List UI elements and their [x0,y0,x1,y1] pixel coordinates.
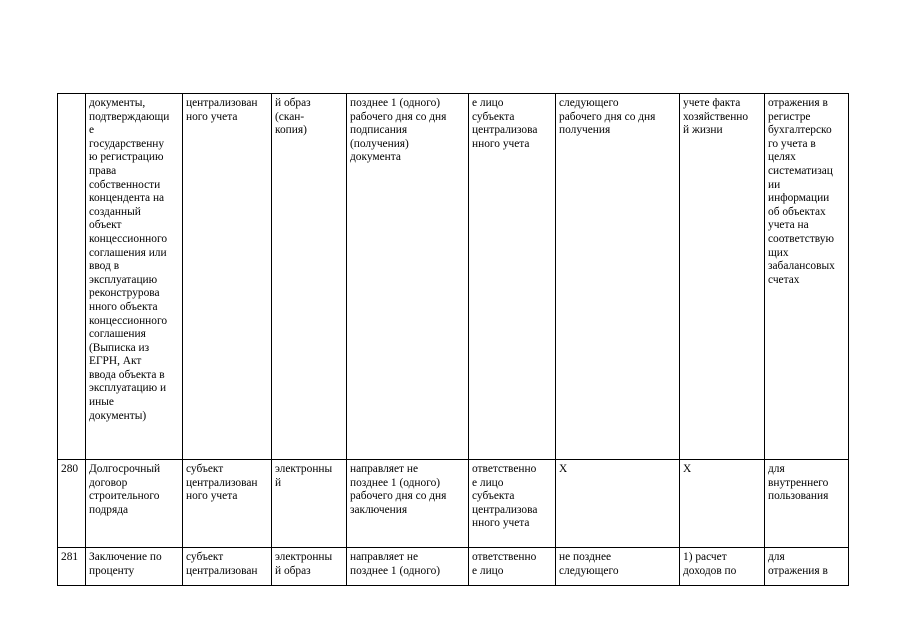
cell-text-line: подряда [89,503,129,516]
row-number-cell [58,548,86,586]
cell-text-line: ответственно [472,551,537,563]
cell-text-line: подписания [350,124,408,137]
cell-text-line: систематизац [768,164,833,177]
cell-text-line: концессионного [89,314,168,327]
cell-text-line: е [89,124,95,137]
cell-text-line: забалансовых [768,260,835,273]
cell-text-line: е лицо [472,476,504,489]
cell-text-line: бухгалтерско [768,124,832,137]
cell-text-line: централизова [472,124,538,137]
responsible-cell [183,94,272,460]
cell-text-line: целях [768,151,796,164]
cell-text-line: Долгосрочный [89,463,161,475]
cell-text-line: го учета в [768,137,816,150]
action-cell [680,460,765,548]
cell-text-line: учете факта [683,97,741,109]
cell-text-line: субъект [186,463,224,475]
cell-text-line: не позднее [559,551,612,563]
cell-text-line: субъекта [472,490,515,503]
deadline-cell [347,548,469,586]
cell-text-line: собственности [89,178,161,191]
cell-text-line: 280 [61,463,79,475]
cell-text-line: ии [768,178,781,191]
cell-text-line: рабочего дня со дня [350,110,447,123]
purpose-cell [765,94,849,460]
cell-text-line: й образ [275,97,311,109]
purpose-cell [765,460,849,548]
document-name-cell [86,548,183,586]
cell-text-line: права [89,164,117,177]
table-row [58,460,849,548]
cell-text-line: об объектах [768,205,826,218]
document-name-cell [86,94,183,460]
cell-text-line: (получения) [350,137,409,150]
processing-term-cell [556,94,680,460]
cell-text-line: й жизни [683,124,723,137]
row-number-cell [58,460,86,548]
cell-text-line: X [559,463,568,475]
processing-term-cell [556,548,680,586]
cell-text-line: соглашения [89,328,146,341]
cell-text-line: соглашения или [89,246,167,259]
cell-text-line: ввод в [89,260,120,273]
cell-text-line: е лицо [472,564,504,577]
cell-text-line: 281 [61,551,79,563]
cell-text-line: учета на [768,219,809,232]
processing-term-cell [556,460,680,548]
cell-text-line: нного учета [472,517,530,530]
cell-text-line: объект [89,219,122,232]
recipient-cell [469,94,556,460]
cell-text-line: пользования [768,490,829,503]
cell-text-line: Заключение по [89,551,162,563]
cell-text-line: соответствую [768,232,834,245]
cell-text-line: е лицо [472,97,504,109]
format-cell [272,94,347,460]
cell-text-line: й образ [275,564,311,577]
cell-text-line: ного учета [186,490,238,503]
cell-text-line: подтверждающи [89,110,170,123]
cell-text-line: получения [559,124,611,137]
cell-text-line: иные [89,396,114,409]
cell-text-line: реконструрова [89,287,160,300]
cell-text-line: щих [768,246,789,259]
cell-text-line: позднее 1 (одного) [350,97,441,109]
cell-text-line: й [275,476,282,489]
cell-text-line: централизован [186,564,258,577]
cell-text-line: (скан- [275,110,305,123]
cell-text-line: субъект [186,551,224,563]
cell-text-line: нного объекта [89,300,158,313]
cell-text-line: эксплуатацию [89,273,158,286]
cell-text-line: концендента на [89,192,165,205]
cell-text-line: ответственно [472,463,537,475]
cell-text-line: строительного [89,490,160,503]
format-cell [272,548,347,586]
cell-text-line: X [683,463,692,475]
cell-text-line: электронны [275,463,333,475]
action-cell [680,94,765,460]
row-number-cell [58,94,86,460]
cell-text-line: внутреннего [768,476,829,489]
cell-text-line: концессионного [89,232,168,245]
cell-text-line: ю регистрацию [89,151,164,164]
cell-text-line: информации [768,192,830,205]
cell-text-line: регистре [768,110,811,123]
deadline-cell [347,460,469,548]
cell-text-line: копия) [275,124,307,137]
cell-text-line: 1) расчет [683,551,727,563]
recipient-cell [469,460,556,548]
purpose-cell [765,548,849,586]
cell-text-line: рабочего дня со дня [559,110,656,123]
format-cell [272,460,347,548]
cell-text-line: документы) [89,409,147,422]
table-row [58,548,849,586]
cell-text-line: документы, [89,97,146,109]
recipient-cell [469,548,556,586]
cell-text-line: хозяйственно [683,110,749,123]
document-table [57,93,849,586]
cell-text-line: доходов по [683,564,737,577]
deadline-cell [347,94,469,460]
cell-text-line: нного учета [472,137,530,150]
cell-text-line: электронны [275,551,333,563]
cell-text-line: счетах [768,273,800,286]
cell-text-line: централизован [186,476,258,489]
cell-text-line: ЕГРН, Акт [89,355,142,368]
table-row [58,94,849,460]
cell-text-line: договор [89,476,128,489]
cell-text-line: субъекта [472,110,515,123]
cell-text-line: созданный [89,205,141,218]
cell-text-line: отражения в [768,97,828,109]
cell-text-line: направляет не [350,551,419,563]
cell-text-line: позднее 1 (одного) [350,476,441,489]
cell-text-line: государственну [89,137,165,150]
cell-text-line: направляет не [350,463,419,475]
document-name-cell [86,460,183,548]
cell-text-line: ного учета [186,110,238,123]
cell-text-line: (Выписка из [89,341,150,354]
cell-text-line: документа [350,151,401,164]
responsible-cell [183,460,272,548]
cell-text-line: следующего [559,564,619,577]
cell-text-line: централизован [186,97,258,109]
cell-text-line: для [768,551,785,563]
responsible-cell [183,548,272,586]
cell-text-line: позднее 1 (одного) [350,564,441,577]
cell-text-line: проценту [89,564,135,577]
cell-text-line: следующего [559,97,619,109]
action-cell [680,548,765,586]
cell-text-line: ввода объекта в [89,368,165,381]
cell-text-line: эксплуатацию и [89,382,167,395]
cell-text-line: отражения в [768,564,828,577]
cell-text-line: централизова [472,503,538,516]
cell-text-line: для [768,463,785,475]
cell-text-line: заключения [350,503,408,516]
cell-text-line: рабочего дня со дня [350,490,447,503]
